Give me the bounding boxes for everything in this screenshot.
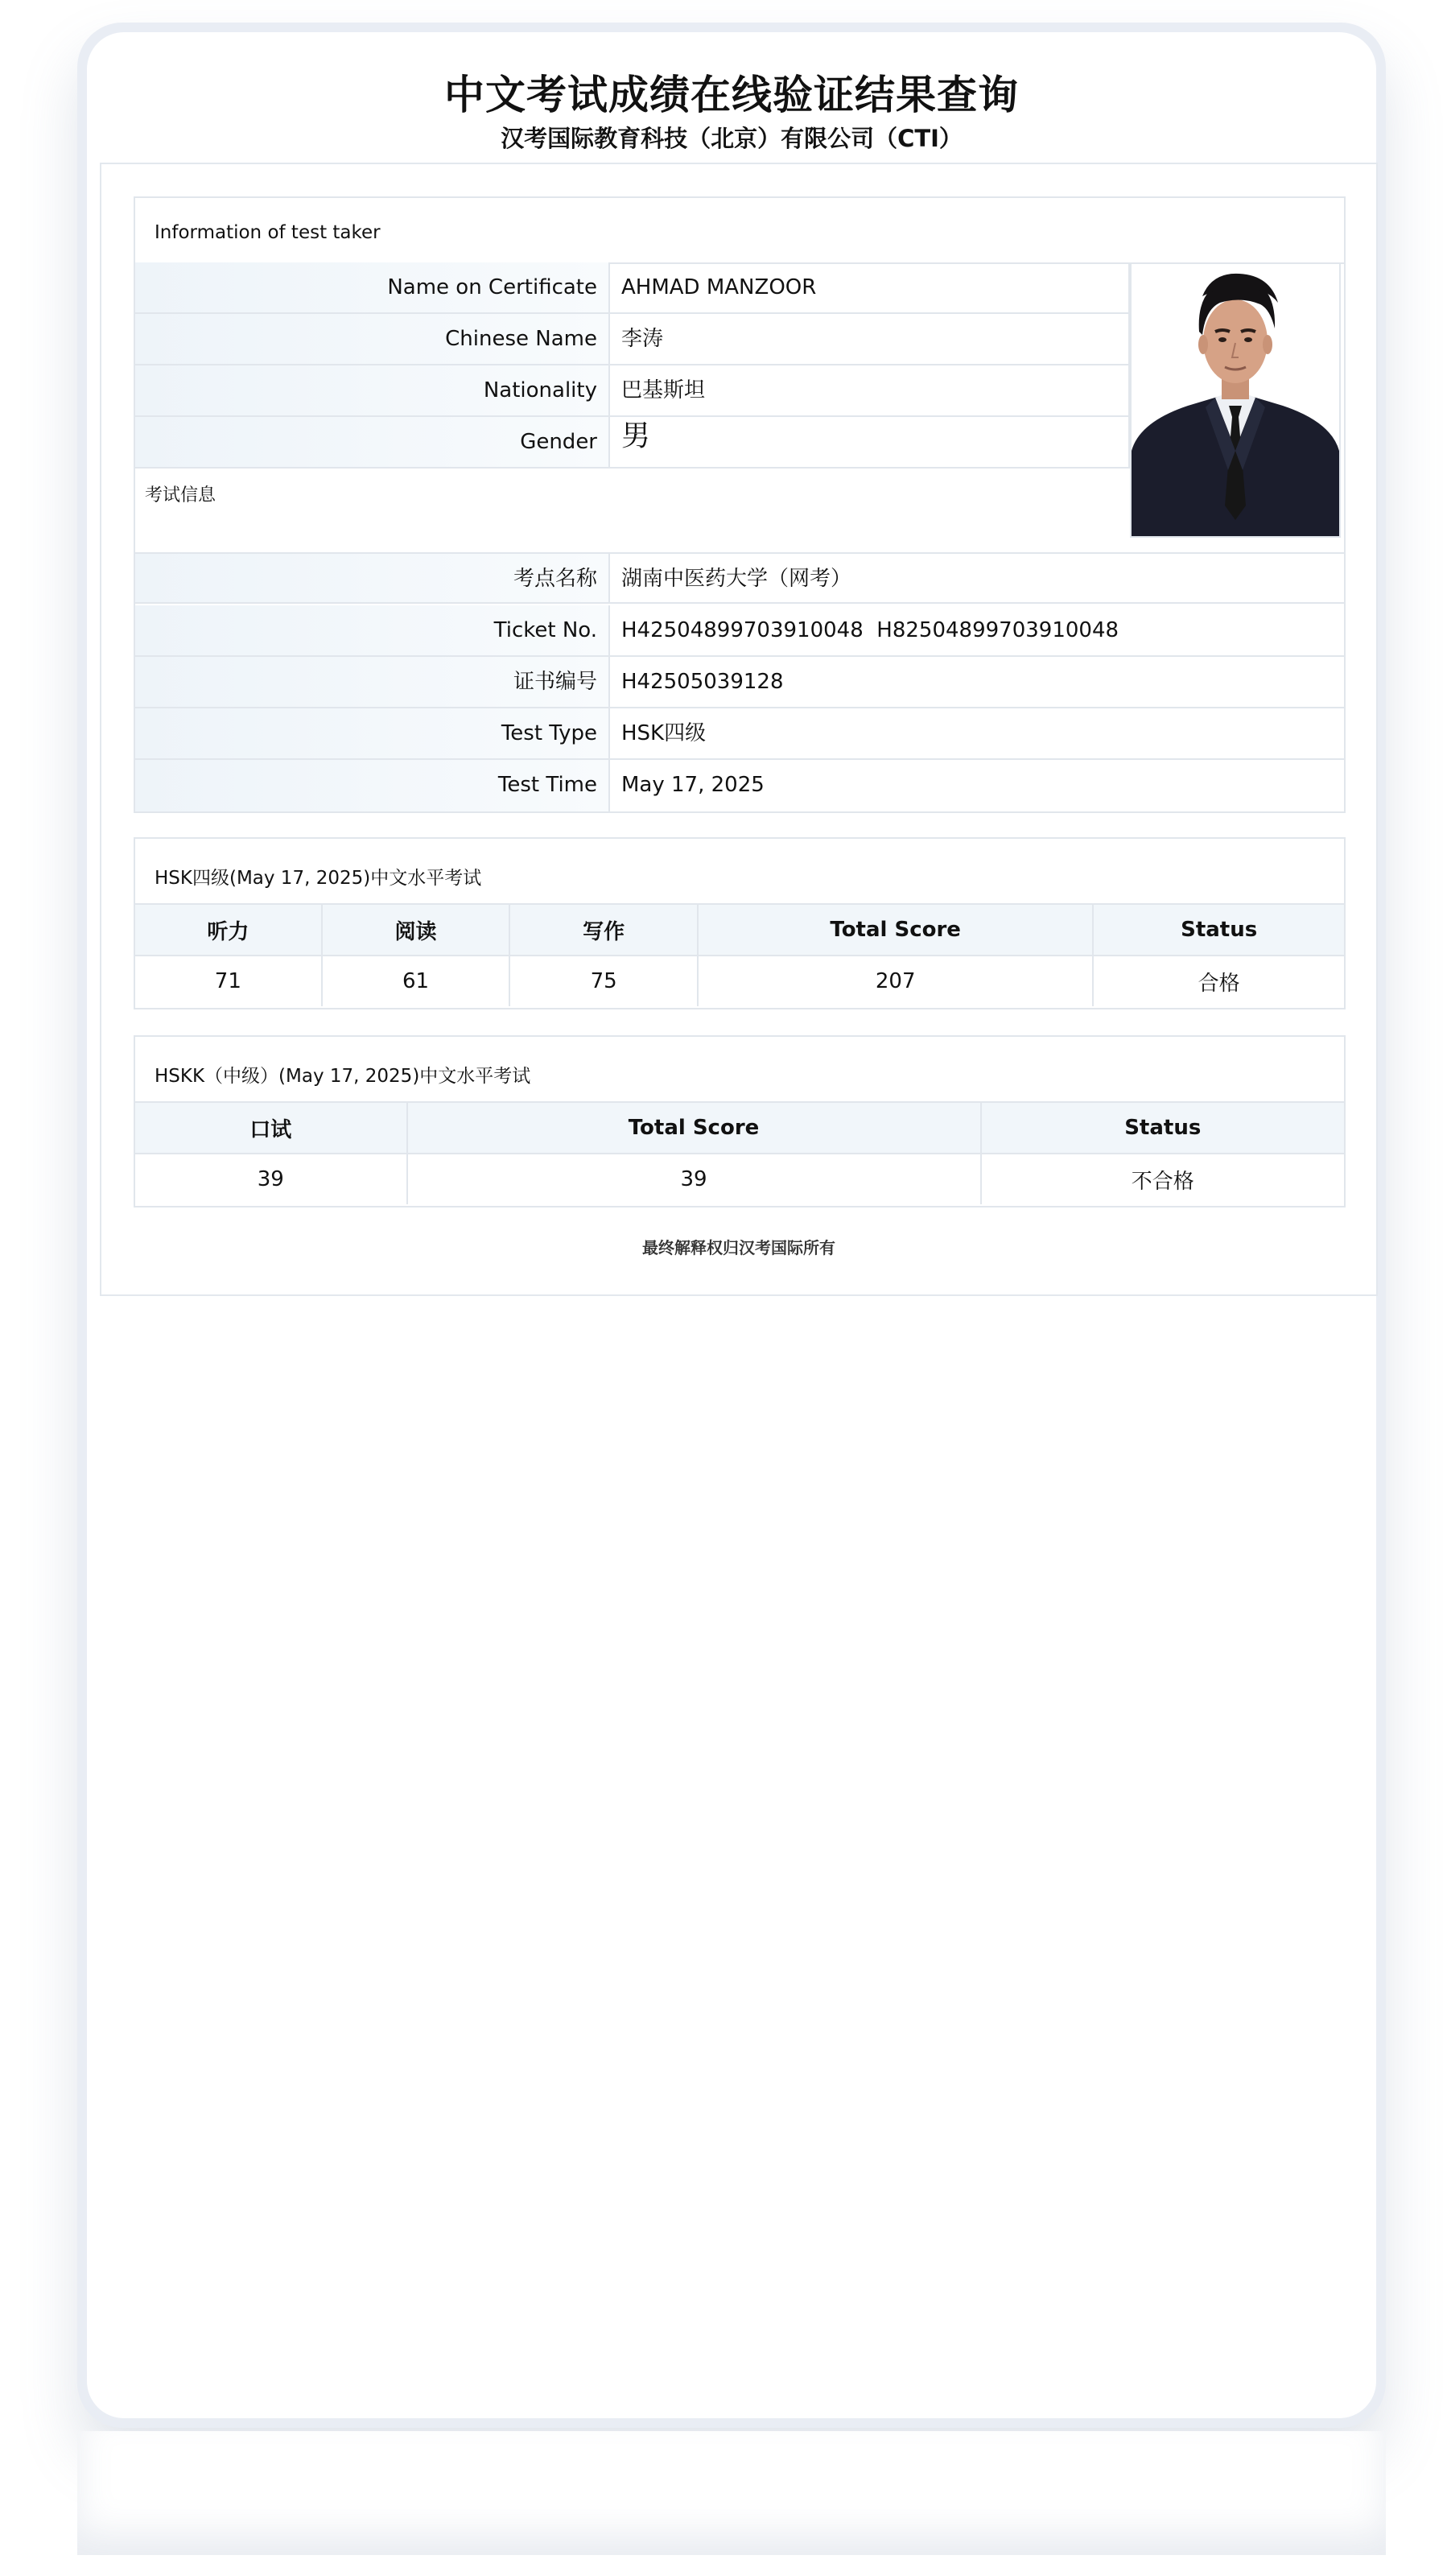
test-taker-header: Information of test taker	[135, 198, 1344, 264]
portrait-icon	[1132, 264, 1339, 536]
status-cell: 不合格	[981, 1154, 1344, 1204]
table-row	[135, 956, 1344, 1006]
table-row	[135, 1154, 1344, 1204]
info-label: 考点名称	[135, 554, 610, 602]
info-value: HSK四级	[621, 721, 707, 745]
hskk-score-panel	[134, 1035, 1346, 1208]
info-value: May 17, 2025	[621, 773, 765, 797]
info-row-gender	[135, 417, 1130, 469]
score-cell: 75	[509, 956, 698, 1006]
info-row-ticket	[135, 605, 1344, 657]
info-row-test-center	[135, 552, 1344, 604]
info-value: 李涛	[610, 314, 1130, 364]
test-taker-panel	[134, 196, 1346, 813]
score-cell: 207	[698, 956, 1093, 1006]
info-value: 男	[610, 417, 1130, 467]
info-label: 证书编号	[135, 657, 610, 707]
info-label: Test Type	[135, 708, 610, 758]
hsk-score-table	[135, 905, 1344, 1006]
info-value: 湖南中医药大学（网考）	[621, 567, 852, 591]
hsk-score-panel	[134, 837, 1346, 1009]
page-subtitle: 汉考国际教育科技（北京）有限公司（CTI）	[501, 125, 963, 152]
info-label: Ticket No.	[135, 605, 610, 655]
bottom-band	[77, 2431, 1386, 2555]
hskk-score-table	[135, 1103, 1344, 1204]
copyright-note: 最终解释权归汉考国际所有	[642, 1238, 835, 1257]
score-cell: 61	[322, 956, 510, 1006]
column-header: 口试	[135, 1103, 407, 1154]
info-label: Test Time	[135, 760, 610, 811]
info-value: H42505039128	[621, 670, 784, 694]
exam-info-label: 考试信息	[145, 485, 216, 506]
info-row-test-type	[135, 708, 1344, 760]
portrait-photo	[1130, 262, 1341, 538]
info-row-chinese-name	[135, 314, 1130, 365]
info-label: Nationality	[135, 365, 610, 415]
hskk-header: HSKK（中级）(May 17, 2025)中文水平考试	[135, 1037, 1344, 1103]
info-row-name	[135, 262, 1130, 314]
column-header: Status	[1093, 905, 1344, 956]
column-header: Total Score	[407, 1103, 981, 1154]
page-title: 中文考试成绩在线验证结果查询	[444, 72, 1019, 118]
score-cell: 39	[407, 1154, 981, 1204]
score-cell: 71	[135, 956, 322, 1006]
column-header: Status	[981, 1103, 1344, 1154]
hsk-header: HSK四级(May 17, 2025)中文水平考试	[135, 839, 1344, 905]
column-header: Total Score	[698, 905, 1093, 956]
score-cell: 39	[135, 1154, 407, 1204]
info-value: 巴基斯坦	[610, 365, 1130, 415]
info-value: AHMAD MANZOOR	[610, 262, 1130, 312]
column-header: 阅读	[322, 905, 510, 956]
info-row-certificate-no	[135, 657, 1344, 708]
column-header: 听力	[135, 905, 322, 956]
column-header: 写作	[509, 905, 698, 956]
info-row-test-time	[135, 760, 1344, 811]
info-label: Gender	[135, 417, 610, 467]
info-label: Chinese Name	[135, 314, 610, 364]
status-cell: 合格	[1093, 956, 1344, 1006]
info-value: H42504899703910048 H82504899703910048	[621, 618, 1119, 642]
info-label: Name on Certificate	[135, 262, 610, 312]
info-row-nationality	[135, 365, 1130, 417]
